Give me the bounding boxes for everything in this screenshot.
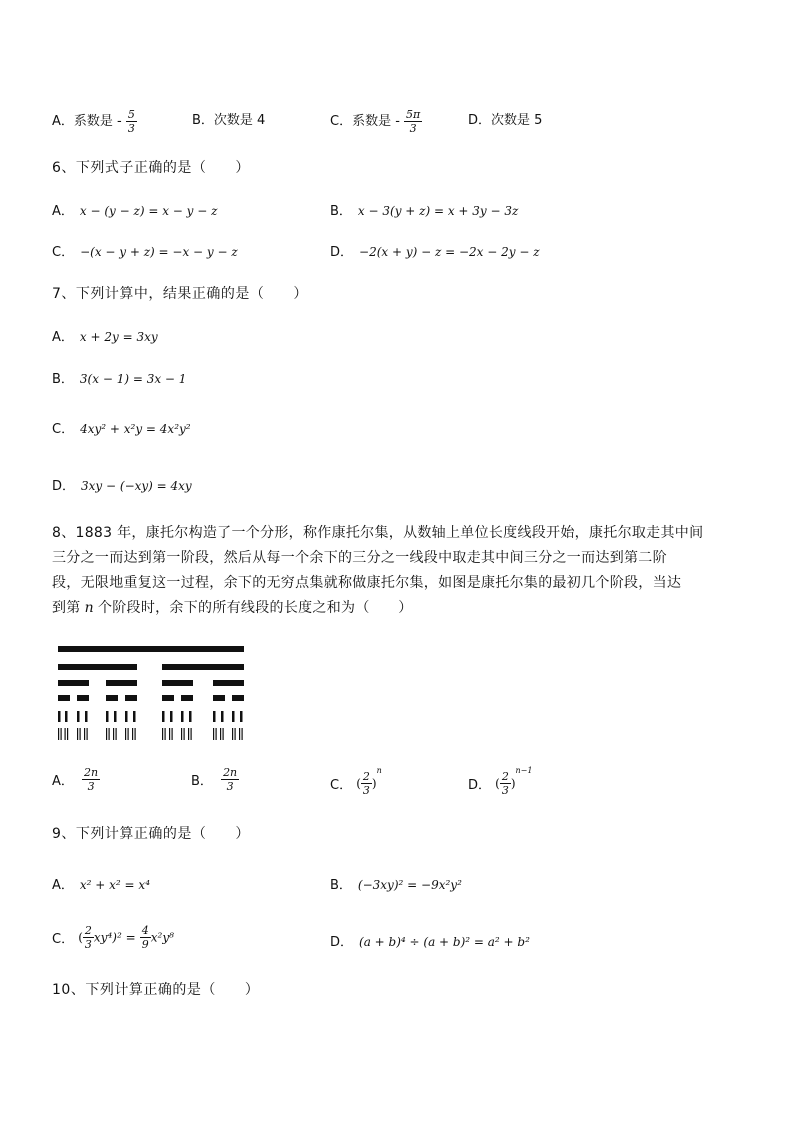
cantor-stage4-segment bbox=[106, 711, 109, 722]
cantor-stage4-segment bbox=[65, 711, 68, 722]
option-label: D． bbox=[330, 935, 354, 950]
q9-option-c-fraction bbox=[83, 924, 94, 951]
q5-option-c bbox=[330, 108, 422, 135]
fraction-denominator: 9 bbox=[141, 938, 149, 951]
exponent: n bbox=[376, 766, 382, 775]
cantor-set-figure bbox=[55, 644, 250, 744]
cantor-stage3-segment bbox=[213, 695, 225, 701]
q5-option-a-fraction bbox=[126, 108, 137, 135]
cantor-stage1-segment bbox=[58, 664, 137, 670]
fraction-numerator: 5 bbox=[127, 108, 135, 121]
cantor-stage4-segment bbox=[232, 711, 235, 722]
cantor-stage3-segment bbox=[77, 695, 89, 701]
cantor-stage3-segment bbox=[162, 695, 174, 701]
fraction-numerator: 2 bbox=[501, 770, 509, 783]
fraction-numerator: 2n bbox=[84, 766, 99, 779]
cantor-stage2-segment bbox=[58, 680, 89, 686]
cantor-stage4-segment bbox=[221, 711, 224, 722]
option-label: D． bbox=[468, 778, 492, 793]
q5-option-a-text: A．系数是 - bbox=[52, 114, 122, 129]
option-label: B． bbox=[52, 372, 74, 387]
q8-stem bbox=[52, 521, 742, 621]
fraction-denominator: 3 bbox=[226, 780, 234, 793]
fraction-numerator: 5π bbox=[406, 108, 421, 121]
fraction-denominator: 3 bbox=[84, 938, 92, 951]
option-expression: 3(x − 1) = 3x − 1 bbox=[79, 372, 187, 386]
fraction-numerator: 2n bbox=[223, 766, 238, 779]
cantor-stage4-segment bbox=[77, 711, 80, 722]
option-expression: xy⁴)² = bbox=[93, 930, 136, 945]
cantor-stage4-segment bbox=[170, 711, 173, 722]
option-expression: −2(x + y) − z = −2x − 2y − z bbox=[359, 245, 540, 259]
q9-option-c-fraction-2 bbox=[140, 924, 151, 951]
cantor-stage4-segment bbox=[85, 711, 88, 722]
option-label: B． bbox=[330, 878, 352, 893]
q8-option-d-fraction bbox=[500, 770, 511, 797]
q8-option-a-fraction bbox=[82, 766, 100, 793]
q8-variable-n: n bbox=[84, 600, 94, 616]
q9-option-a bbox=[52, 874, 150, 893]
q5-option-c-text: C．系数是 - bbox=[330, 114, 400, 129]
q8-option-d: D． ( $\frac{2}{3}$ )$^{n-1}$ bbox=[468, 766, 533, 797]
cantor-stage3-segment bbox=[106, 695, 118, 701]
cantor-stage0-segment bbox=[58, 646, 244, 652]
q9-stem: 9、下列计算正确的是（ ） bbox=[52, 826, 250, 842]
q8-stem-line: 段，无限地重复这一过程，余下的无穷点集就称做康托尔集，如图是康托尔集的最初几个阶段，当达 bbox=[52, 575, 682, 591]
fraction-denominator: 3 bbox=[87, 780, 95, 793]
q10-stem: 10、下列计算正确的是（ ） bbox=[52, 982, 260, 998]
cantor-stage1-segment bbox=[162, 664, 244, 670]
fraction-numerator: 2 bbox=[84, 924, 92, 937]
option-expression: x² + x² = x⁴ bbox=[79, 878, 151, 892]
cantor-stage4-segment bbox=[213, 711, 216, 722]
q8-option-c: C． ( $\frac{2}{3}$ )$^n$ bbox=[330, 766, 382, 797]
option-expression: x − 3(y + z) = x + 3y − 3z bbox=[357, 204, 519, 218]
option-expression: 4xy² + x²y = 4x²y² bbox=[80, 422, 191, 436]
fraction-denominator: 3 bbox=[362, 784, 370, 797]
cantor-stage4-segment bbox=[114, 711, 117, 722]
cantor-stage4-segment bbox=[125, 711, 128, 722]
option-expression: (−3xy)² = −9x²y² bbox=[357, 878, 462, 892]
q6-option-c bbox=[52, 241, 238, 260]
q7-option-c bbox=[52, 418, 191, 437]
cantor-stage4-segment bbox=[240, 711, 243, 722]
q5-option-c-fraction bbox=[404, 108, 422, 135]
q6-option-b bbox=[330, 200, 518, 219]
fraction-numerator: 2 bbox=[362, 770, 370, 783]
q6-option-a bbox=[52, 200, 217, 219]
fraction-numerator: 4 bbox=[141, 924, 149, 937]
option-label: B． bbox=[330, 204, 352, 219]
cantor-stage2-segment bbox=[106, 680, 137, 686]
cantor-stage3-segment bbox=[125, 695, 137, 701]
cantor-stage4-segment bbox=[189, 711, 192, 722]
fraction-denominator: 3 bbox=[409, 122, 417, 135]
cantor-stage4-segment bbox=[181, 711, 184, 722]
option-expression: x − (y − z) = x − y − z bbox=[79, 204, 218, 218]
cantor-stage3-segment bbox=[232, 695, 244, 701]
option-expression: 3xy − (−xy) = 4xy bbox=[81, 479, 192, 493]
q8-option-a bbox=[52, 766, 100, 793]
q8-stem-text: 到第 bbox=[52, 600, 81, 616]
q8-stem-line: 8、1883 年，康托尔构造了一个分形，称作康托尔集，从数轴上单位长度线段开始，康托尔取走其中间 bbox=[52, 525, 704, 541]
option-label: A． bbox=[52, 204, 74, 219]
q8-stem-line: 三分之一而达到第一阶段，然后从每一个余下的三分之一线段中取走其中间三分之一而达到第二阶 bbox=[52, 550, 667, 566]
q7-stem: 7、下列计算中，结果正确的是（ ） bbox=[52, 286, 308, 302]
q8-option-b-fraction bbox=[221, 766, 239, 793]
option-label: A． bbox=[52, 330, 74, 345]
exponent: n−1 bbox=[515, 766, 533, 775]
q7-option-b bbox=[52, 368, 186, 387]
q5-option-a bbox=[52, 108, 137, 135]
option-label: A． bbox=[52, 878, 74, 893]
q7-option-a bbox=[52, 326, 158, 345]
cantor-stage4-segment bbox=[58, 711, 61, 722]
cantor-stage4-segment bbox=[162, 711, 165, 722]
cantor-stage5-row bbox=[58, 728, 243, 740]
option-expression: x²y⁸ bbox=[150, 930, 174, 945]
fraction-denominator: 3 bbox=[127, 122, 135, 135]
option-label: D． bbox=[52, 479, 76, 494]
option-label: D． bbox=[330, 245, 354, 260]
q9-option-d bbox=[330, 931, 530, 950]
option-label: B． bbox=[191, 774, 213, 789]
option-label: C． bbox=[330, 778, 353, 793]
cantor-stage3-segment bbox=[58, 695, 70, 701]
option-label: C． bbox=[52, 422, 75, 437]
q9-option-b bbox=[330, 874, 462, 893]
q5-option-b: B．次数是 4 bbox=[192, 113, 266, 128]
q6-stem: 6、下列式子正确的是（ ） bbox=[52, 160, 250, 176]
cantor-stage4-segment bbox=[133, 711, 136, 722]
q5-option-d: D．次数是 5 bbox=[468, 113, 543, 128]
option-expression: x + 2y = 3xy bbox=[79, 330, 158, 344]
option-expression: −(x − y + z) = −x − y − z bbox=[80, 245, 238, 259]
q8-option-b bbox=[191, 766, 239, 793]
q8-stem-text: 个阶段时，余下的所有线段的长度之和为（ ） bbox=[97, 600, 413, 616]
cantor-stage3-segment bbox=[181, 695, 193, 701]
q6-option-d bbox=[330, 241, 540, 260]
fraction-denominator: 3 bbox=[501, 784, 509, 797]
q8-stem-line bbox=[52, 596, 742, 621]
option-label: C． bbox=[52, 932, 75, 947]
option-label: A． bbox=[52, 774, 74, 789]
option-label: C． bbox=[52, 245, 75, 260]
q7-option-d bbox=[52, 475, 192, 494]
cantor-stage2-segment bbox=[162, 680, 193, 686]
option-expression: (a + b)⁴ ÷ (a + b)² = a² + b² bbox=[359, 935, 530, 949]
q8-option-c-fraction bbox=[361, 770, 372, 797]
cantor-stage2-segment bbox=[213, 680, 244, 686]
q9-option-c: C． ( $\frac{2}{3}$ xy⁴)² = $\frac{4}{9}$ x²y⁸ bbox=[52, 924, 174, 951]
